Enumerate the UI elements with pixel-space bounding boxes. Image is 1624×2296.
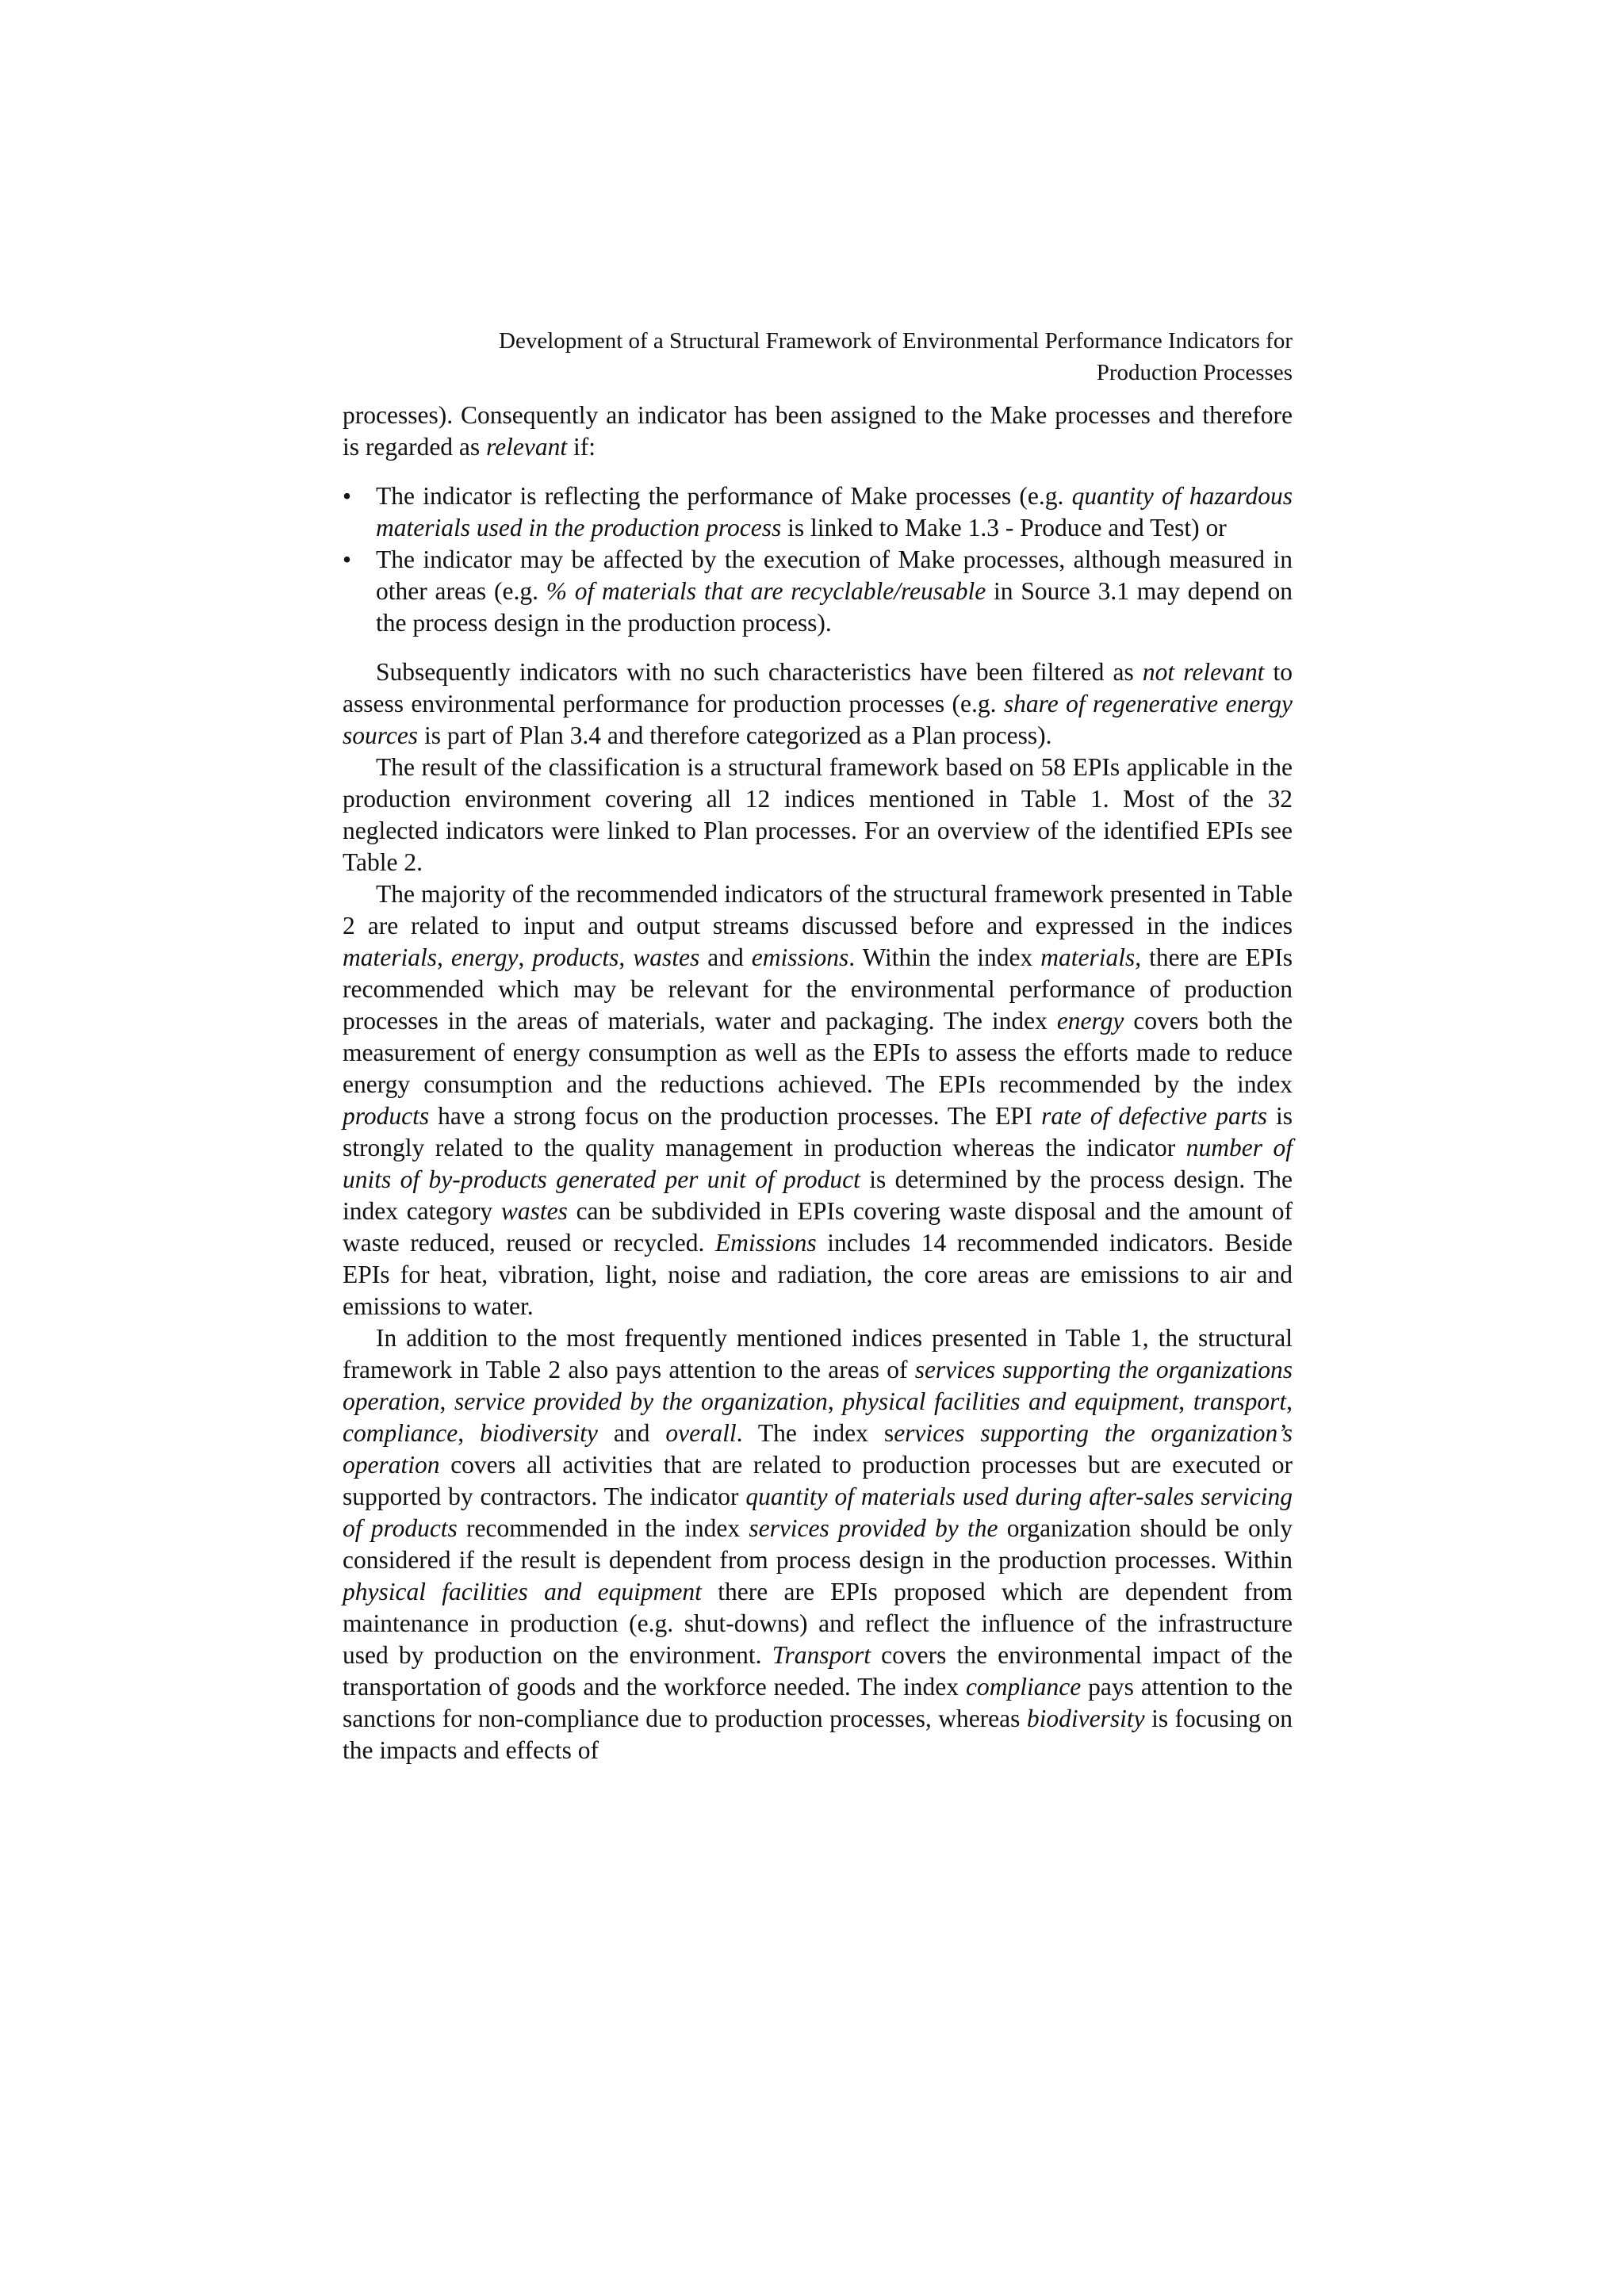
italic-term: overall: [665, 1419, 737, 1447]
body-text: [343, 400, 1293, 1766]
italic-term: products: [343, 1102, 430, 1130]
paragraph-3: The result of the classification is a structural framework based on 58 EPIs applicable in the production environment covering all 12 indices mentioned in Table 1. Most of the 32 neglected indicators were linked to Plan processes. For an overview of the identified EPIs see Table 2.: [343, 753, 1293, 876]
text-run: The indicator may be affected by the execution of Make processes, although measured in other areas (e.g.: [376, 545, 1293, 605]
criteria-list: [343, 480, 1293, 639]
text-run: ,: [619, 943, 634, 971]
italic-term: materials,: [1040, 943, 1142, 971]
italic-term: materials: [343, 943, 438, 971]
italic-term: biodiversity: [480, 1419, 598, 1447]
italic-term: compliance: [965, 1673, 1082, 1701]
italic-term: not relevant: [1142, 658, 1265, 686]
italic-term: Emissions: [714, 1229, 817, 1257]
text-run: processes). Consequently an indicator has been assigned to the Make processes and therefore is regarded as: [343, 401, 1293, 461]
italic-term: quantity of materials used during after-sales servicing of products: [343, 1483, 1293, 1542]
italic-term: relevant: [486, 433, 568, 461]
page: [343, 325, 1293, 1766]
text-run: there are EPIs proposed which are dependent from maintenance in production (e.g. shut-downs) and reflect the influence of the infrastructure used by production on the environment.: [343, 1578, 1293, 1669]
text-run: ,: [1286, 1387, 1293, 1415]
italic-term: energy: [1056, 1007, 1124, 1035]
italic-term: services supporting the organizations operation: [343, 1356, 1293, 1415]
italic-term: physical facilities and equipment: [842, 1387, 1179, 1415]
italic-term: emissions: [751, 943, 849, 971]
running-header: [343, 325, 1293, 388]
italic-term: wastes: [633, 943, 700, 971]
text-run: ,: [518, 943, 533, 971]
text-run: if:: [567, 433, 596, 461]
paragraph-4: [343, 878, 1293, 1322]
list-item: [343, 480, 1293, 544]
list-item: [343, 544, 1293, 639]
italic-term: products: [532, 943, 619, 971]
text-run: is strongly related to the quality management in production whereas the indicator: [343, 1102, 1293, 1161]
text-run: pays attention to the sanctions for non-compliance due to production processes, whereas: [343, 1673, 1293, 1732]
text-run: to assess environmental performance for production processes (e.g.: [343, 658, 1293, 718]
text-run: . Within the index: [848, 943, 1041, 971]
paragraph-5: [343, 1322, 1293, 1766]
text-run: ,: [1178, 1387, 1193, 1415]
text-run: recommended in the index: [457, 1514, 749, 1542]
text-run: organization should be only considered if the result is dependent from process design in the production processes. Within: [343, 1514, 1293, 1574]
italic-term: ervices supporting the organization’s operation: [343, 1419, 1293, 1479]
text-run: is part of Plan 3.4 and therefore categorized as a Plan process).: [418, 721, 1052, 749]
italic-term: number of units of by-products generated per unit of product: [343, 1134, 1293, 1193]
italic-term: service provided by the organization: [454, 1387, 828, 1415]
text-run: is determined by the process design. The index category: [343, 1165, 1293, 1225]
text-run: covers all activities that are related to production processes but are executed or supported by contractors. The indicator: [343, 1451, 1293, 1510]
italic-term: compliance: [343, 1419, 458, 1447]
italic-term: % of materials that are recyclable/reusable: [546, 577, 986, 605]
text-run: and: [699, 943, 752, 971]
text-run: Subsequently indicators with no such characteristics have been filtered as: [376, 658, 1143, 686]
text-run: includes 14 recommended indicators. Beside EPIs for heat, vibration, light, noise and radiation, the core areas are emissions to air and emissions to water.: [343, 1229, 1293, 1320]
text-run: is focusing on the impacts and effects of: [343, 1705, 1293, 1764]
text-run: covers both the measurement of energy consumption as well as the EPIs to assess the efforts made to reduce energy consumption and the reductions achieved. The EPIs recommended by the index: [343, 1007, 1293, 1098]
running-header-line-2: Production Processes: [1096, 360, 1293, 385]
text-run: covers the environmental impact of the transportation of goods and the workforce needed. The index: [343, 1641, 1293, 1701]
paragraph-1: [343, 400, 1293, 463]
text-run: ,: [437, 943, 451, 971]
italic-term: energy: [450, 943, 519, 971]
text-run: The majority of the recommended indicators of the structural framework presented in Table 2 are related to input and output streams discussed before and expressed in the indices: [343, 880, 1293, 939]
bullet-marker: •: [343, 482, 352, 510]
italic-term: share of regenerative energy sources: [343, 690, 1293, 749]
italic-term: services provided by the: [749, 1514, 998, 1542]
text-run: In addition to the most frequently mentioned indices presented in Table 1, the structural framework in Table 2 also pays attention to the areas of: [343, 1324, 1293, 1383]
text-run: is linked to Make 1.3 - Produce and Test) or: [781, 514, 1227, 541]
italic-term: quantity of hazardous materials used in the production process: [376, 482, 1293, 541]
text-run: ,: [439, 1387, 455, 1415]
italic-term: transport: [1193, 1387, 1287, 1415]
paragraph-2: [343, 656, 1293, 752]
text-run: The indicator is reflecting the performance of Make processes (e.g.: [376, 482, 1072, 510]
text-run: and: [597, 1419, 666, 1447]
text-run: in Source 3.1 may depend on the process design in the production process).: [376, 577, 1293, 637]
italic-term: biodiversity: [1026, 1705, 1145, 1732]
italic-term: physical facilities and equipment: [343, 1578, 702, 1605]
text-run: ,: [458, 1419, 481, 1447]
italic-term: wastes: [500, 1197, 568, 1225]
text-run: . The index s: [736, 1419, 894, 1447]
italic-term: rate of defective parts: [1041, 1102, 1267, 1130]
running-header-line-1: Development of a Structural Framework of Environmental Performance Indicators for: [499, 328, 1293, 354]
text-run: there are EPIs recommended which may be relevant for the environmental performance of production processes in the areas of materials, water and packaging. The index: [343, 943, 1293, 1035]
text-run: ,: [827, 1387, 843, 1415]
text-run: have a strong focus on the production processes. The EPI: [429, 1102, 1042, 1130]
text-run: can be subdivided in EPIs covering waste disposal and the amount of waste reduced, reused or recycled.: [343, 1197, 1293, 1257]
italic-term: Transport: [772, 1641, 871, 1669]
bullet-marker: •: [343, 545, 352, 573]
